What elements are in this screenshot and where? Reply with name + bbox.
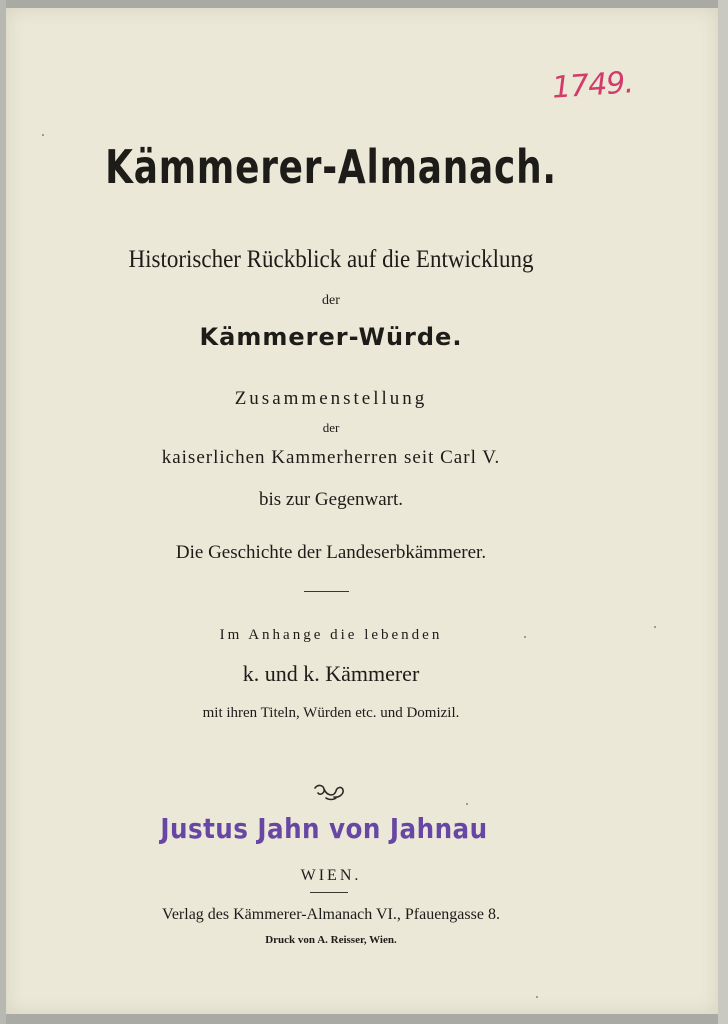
book-subtitle: Historischer Rückblick auf die Entwicklung: [128, 246, 534, 273]
owner-stamp: Justus Jahn von Jahnau: [160, 812, 488, 845]
paper-speck: [466, 803, 468, 805]
chamberlains-line: kaiserlichen Kammerherren seit Carl V.: [161, 447, 501, 468]
paper-speck: [524, 636, 526, 638]
city-line: WIEN.: [300, 867, 362, 884]
compilation-line: Zusammenstellung: [234, 388, 428, 409]
history-line: Die Geschichte der Landeserbkämmerer.: [175, 542, 487, 563]
printer-line: Druck von A. Reisser, Wien.: [265, 934, 397, 946]
paper-speck: [654, 626, 656, 628]
book-title: Kämmerer-Almanach.: [105, 140, 557, 194]
paper-speck: [536, 996, 538, 998]
divider-rule: [304, 591, 349, 592]
publisher-line: Verlag des Kämmerer-Almanach VI., Pfauengasse 8.: [162, 906, 500, 923]
subject-heading: Kämmerer-Würde.: [199, 323, 463, 351]
connector-der-1: der: [322, 293, 340, 308]
living-chamberlains-line: k. und k. Kämmerer: [242, 661, 420, 686]
ornament-icon: [312, 782, 346, 804]
details-line: mit ihren Titeln, Würden etc. und Domizil.: [202, 705, 460, 721]
connector-der-2: der: [322, 420, 340, 435]
until-line: bis zur Gegenwart.: [258, 489, 404, 510]
city-divider-rule: [310, 892, 348, 893]
appendix-line: Im Anhange die lebenden: [219, 627, 443, 643]
title-page: [6, 8, 718, 1014]
paper-speck: [42, 134, 44, 136]
handwritten-shelf-number: 1749.: [550, 65, 635, 106]
right-background-edge: [718, 0, 728, 1024]
